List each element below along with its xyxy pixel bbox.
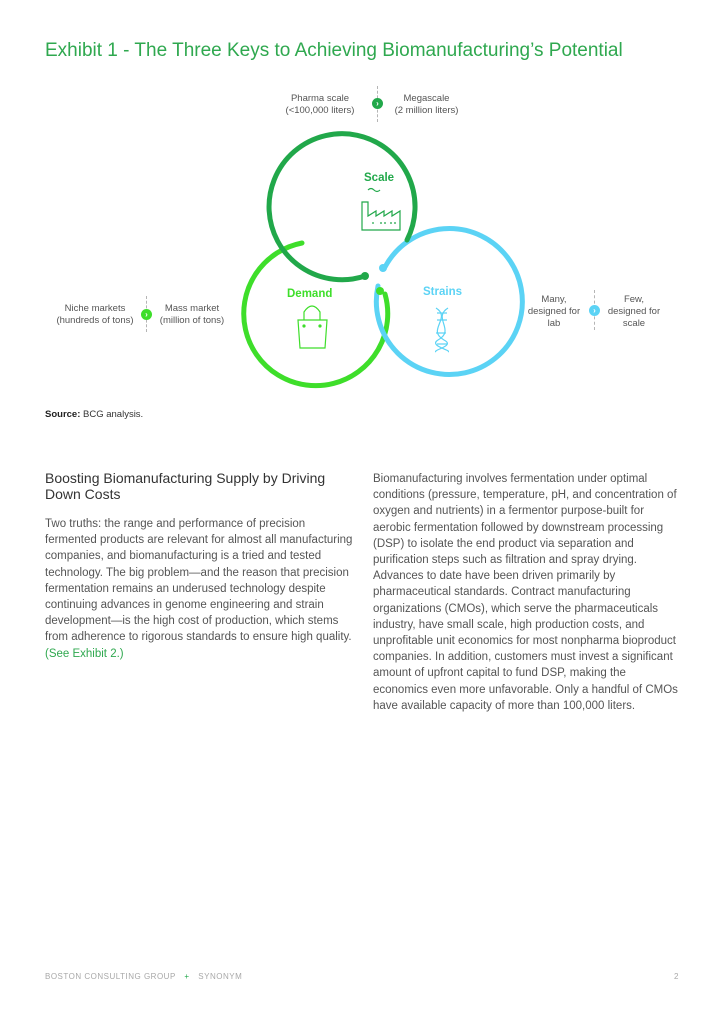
demand-from-label: Niche markets (hundreds of tons) (56, 303, 134, 326)
scale-to-label: Megascale (2 million liters) (394, 93, 459, 116)
strains-arrow-icon: › (589, 305, 600, 316)
source-note: Source: BCG analysis. (45, 409, 144, 420)
section-heading: Boosting Biomanufacturing Supply by Driving Down Costs (45, 470, 326, 502)
strains-title: Strains (423, 286, 462, 298)
demand-circle (244, 243, 388, 386)
scale-title: Scale (364, 172, 395, 184)
dna-icon (436, 308, 449, 352)
footer: BOSTON CONSULTING GROUP + SYNONYM (45, 972, 243, 981)
left-column-text: Two truths: the range and performance of precision fermented products are relevant for almost all manufacturing companies, and biomanufacturing is a tried and tested technology. The big problem—and the reason that precision fermentation remains an underused technology despite continuing advances in genome engineering and strain development—is the high cost of production, which stems from adherence to rigorous standards to ensure high quality. (See Exhibit 2.) (45, 518, 353, 660)
scale-from-label: Pharma scale (<100,000 liters) (285, 93, 355, 116)
footer-separator: + (184, 972, 190, 981)
see-exhibit-2-link[interactable]: (See Exhibit 2.) (45, 647, 124, 660)
circles-svg (0, 80, 724, 400)
scale-arrow-icon: › (372, 98, 383, 109)
exhibit-title: Exhibit 1 - The Three Keys to Achieving Biomanufacturing’s Potential (45, 40, 623, 61)
strains-to-label: Few, designed for scale (607, 294, 661, 329)
page-number: 2 (674, 972, 679, 981)
scale-strains-dot (379, 264, 387, 272)
strains-circle (376, 228, 522, 374)
right-column-text: Biomanufacturing involves fermentation under optimal conditions (pressure, temperature, pH, and concentration of oxygen and nutrients) in a fermentor purpose-built for aerobic fermentation followed by downstream processing (DSP) to isolate the end product via separation and purification steps such as filtration and spray drying. Advances to date have been driven primarily by pharmaceutical standards. Contract manufacturing organizations (CMOs), which serve the pharmaceuticals industry, have small scale, high production costs, and unprofitable unit economics for most nonpharma bioproduct companies. In addition, customers must invest a significant amount of upfront capital to fund DSP, making the economics even more unfavorable. Only a handful of CMOs have available capacity of more than 100,000 liters. (373, 473, 678, 712)
factory-icon (362, 189, 400, 231)
shopping-bag-icon (298, 306, 327, 348)
demand-arrow-icon: › (141, 309, 152, 320)
demand-to-label: Mass market (million of tons) (159, 303, 225, 326)
scale-demand-dot (361, 272, 369, 280)
demand-title: Demand (287, 288, 333, 300)
strains-from-label: Many, designed for lab (527, 294, 581, 329)
demand-strains-dot (376, 287, 384, 295)
three-keys-diagram (0, 80, 724, 400)
